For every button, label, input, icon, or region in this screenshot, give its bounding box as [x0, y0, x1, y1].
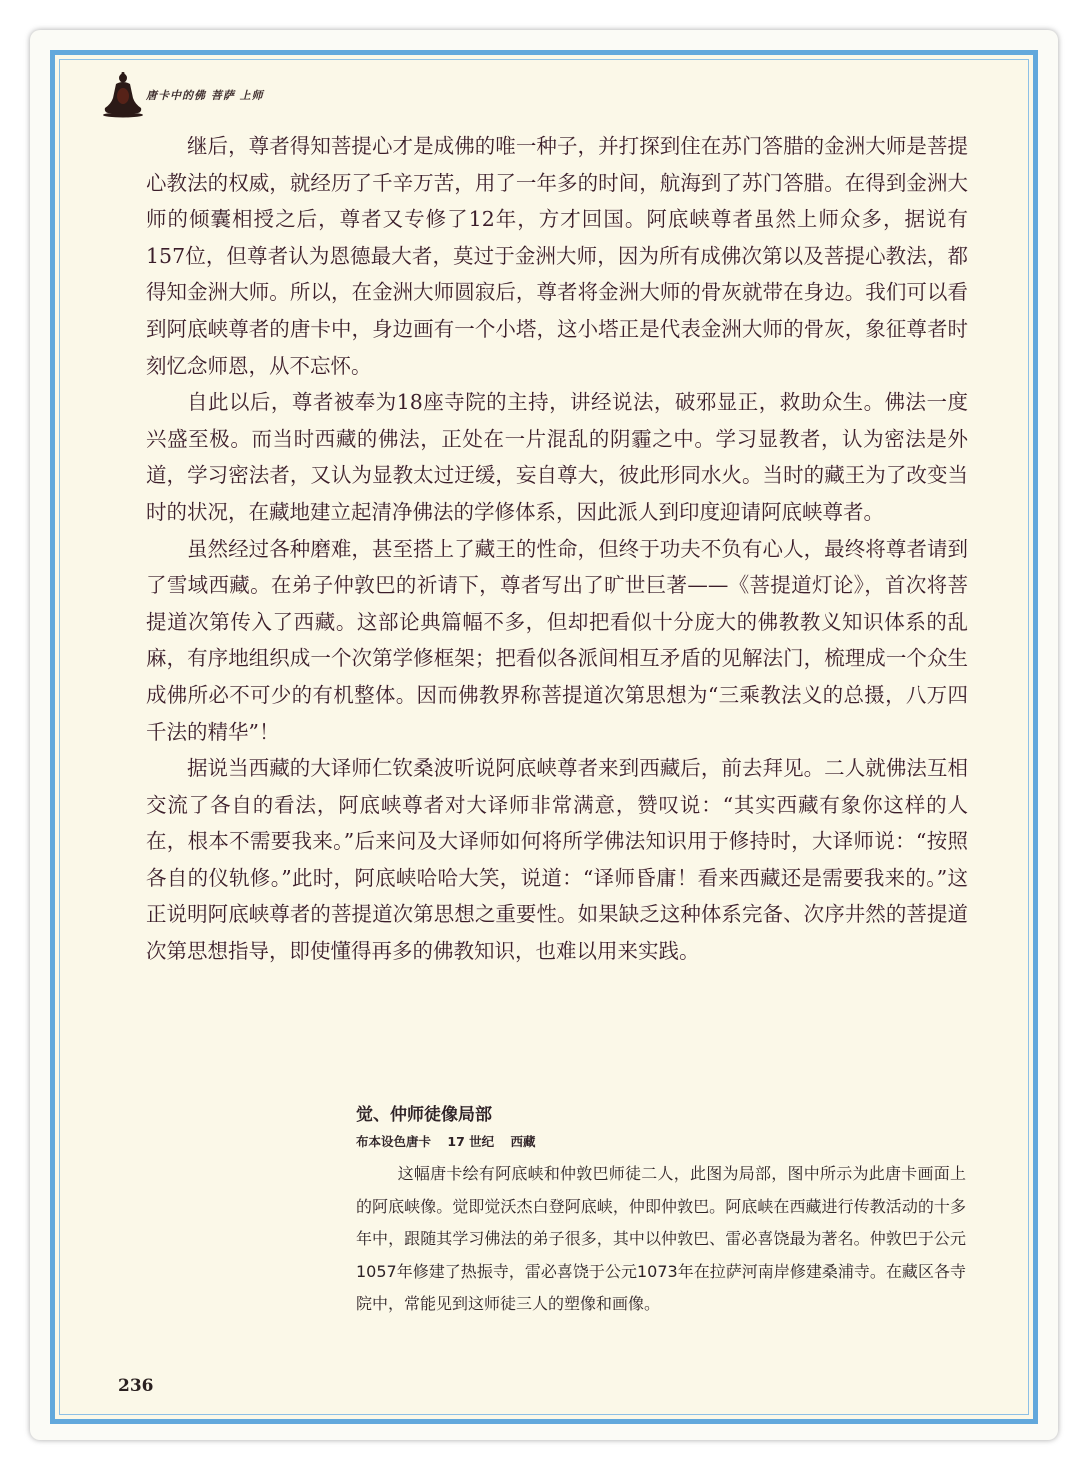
caption-origin: 西藏	[510, 1134, 536, 1149]
caption-title: 觉、仲师徒像局部	[356, 1105, 492, 1125]
buddha-silhouette-icon	[102, 72, 144, 118]
running-header	[102, 72, 264, 118]
caption-medium: 布本设色唐卡	[356, 1134, 432, 1149]
paragraph: 继后，尊者得知菩提心才是成佛的唯一种子，并打探到住在苏门答腊的金洲大师是菩提心教法的权威，就经历了千辛万苦，用了一年多的时间，航海到了苏门答腊。在得到金洲大师的倾囊相授之后，尊者又专修了12年，方才回国。阿底峡尊者虽然上师众多，据说有157位，但尊者认为恩德最大者，莫过于金洲大师，因为所有成佛次第以及菩提心教法，都得知金洲大师。所以，在金洲大师圆寂后，尊者将金洲大师的骨灰就带在身边。我们可以看到阿底峡尊者的唐卡中，身边画有一个小塔，这小塔正是代表金洲大师的骨灰，象征尊者时刻忆念师恩，从不忘怀。	[146, 134, 968, 378]
paragraph: 自此以后，尊者被奉为18座寺院的主持，讲经说法，破邪显正，救助众生。佛法一度兴盛至极。而当时西藏的佛法，正处在一片混乱的阴霾之中。学习显教者，认为密法是外道，学习密法者，又认为显教太过迂缓，妄自尊大，彼此形同水火。当时的藏王为了改变当时的状况，在藏地建立起清净佛法的学修体系，因此派人到印度迎请阿底峡尊者。	[146, 390, 968, 524]
paragraph: 据说当西藏的大译师仁钦桑波听说阿底峡尊者来到西藏后，前去拜见。二人就佛法互相交流了各自的看法，阿底峡尊者对大译师非常满意，赞叹说：“其实西藏有象你这样的人在，根本不需要我来。”后来问及大译师如何将所学佛法知识用于修持时，大译师说：“按照各自的仪轨修。”此时，阿底峡哈哈大笑，说道：“译师昏庸！看来西藏还是需要我来的。”这正说明阿底峡尊者的菩提道次第思想之重要性。如果缺乏这种体系完备、次序井然的菩提道次第思想指导，即使懂得再多的佛教知识，也难以用来实践。	[146, 756, 968, 964]
caption-meta	[356, 1130, 966, 1154]
caption-period: 17 世纪	[447, 1134, 495, 1149]
caption-body: 这幅唐卡绘有阿底峡和仲敦巴师徒二人，此图为局部，图中所示为此唐卡画面上的阿底峡像。觉即觉沃杰白登阿底峡，仲即仲敦巴。阿底峡在西藏进行传教活动的十多年中，跟随其学习佛法的弟子很多，其中以仲敦巴、雷必喜饶最为著名。仲敦巴于公元1057年修建了热振寺，雷必喜饶于公元1073年在拉萨河南岸修建桑浦寺。在藏区各寺院中，常能见到这师徒三人的塑像和画像。	[356, 1164, 966, 1313]
figure-caption	[356, 1100, 966, 1321]
page-number: 236	[118, 1376, 154, 1396]
main-text	[146, 128, 968, 970]
running-header-title: 唐卡中的佛 菩萨 上师	[146, 89, 264, 102]
paragraph: 虽然经过各种磨难，甚至搭上了藏王的性命，但终于功夫不负有心人，最终将尊者请到了雪域西藏。在弟子仲敦巴的祈请下，尊者写出了旷世巨著——《菩提道灯论》，首次将菩提道次第传入了西藏。这部论典篇幅不多，但却把看似十分庞大的佛教教义知识体系的乱麻，有序地组织成一个次第学修框架；把看似各派间相互矛盾的见解法门，梳理成一个众生成佛所必不可少的有机整体。因而佛教界称菩提道次第思想为“三乘教法义的总摄，八万四千法的精华”！	[146, 536, 968, 744]
